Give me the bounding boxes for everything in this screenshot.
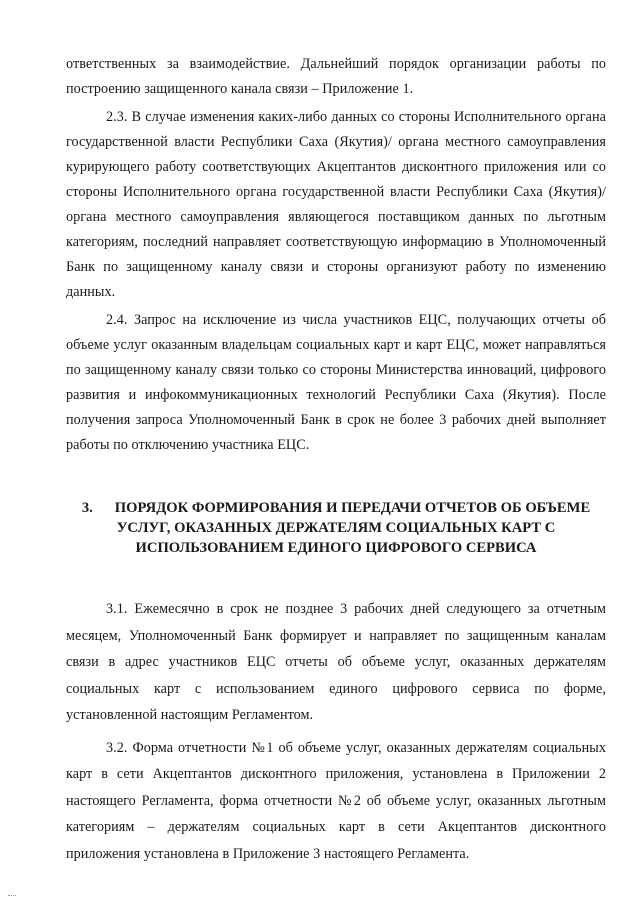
continuation-paragraph: ответственных за взаимодействие. Дальнейший порядок организации работы по построению защищенного канала связи – Приложение 1. [66,56,606,97]
section-3-number: 3. [81,500,93,516]
paragraph-3-1: 3.1. Ежемесячно в срок не позднее 3 рабочих дней следующего за отчетным месяцем, Уполномоченный Банк формирует и направляет по защищенным каналам связи в адрес участников ЕЦС отчеты об объеме услуг, оказанных держателям социальных карт с использованием единого цифрового сервиса по форме, установленной настоящим Регламентом. [66,601,606,723]
paragraph-3-2: 3.2. Форма отчетности №1 об объеме услуг, оказанных держателям социальных карт в сети Акцептантов дисконтного приложения, установлена в Приложении 2 настоящего Регламента, форма отчетности №2 об объеме услуг, оказанных льготным категориям – держателям социальных карт в сети Акцептантов дисконтного приложения установлена в Приложение 3 настоящего Регламента. [66,739,606,862]
scan-artifact [8,895,16,899]
paragraph-2-3: 2.3. В случае изменения каких-либо данных со стороны Исполнительного органа государственной власти Республики Саха (Якутия)/ органа местного самоуправления курирующего работу соответствующих Акцептантов дисконтного приложения или со стороны Исполнительного органа государственной власти Республики Саха (Якутия)/органа местного самоуправления являющегося поставщиком данных по льготным категориям, последний направляет соответствующую информацию в Уполномоченный Банк по защищенному каналу связи и стороны организуют работу по изменению данных. [66,109,606,300]
paragraph-2-4: 2.4. Запрос на исключение из числа участников ЕЦС, получающих отчеты об объеме услуг оказанным владельцам социальных карт и карт ЕЦС, может направляться по защищенному каналу связи только со стороны Министерства инноваций, цифрового развития и инфокоммуникационных технологий Республики Саха (Якутия). После получения запроса Уполномоченный Банк в срок не более 3 рабочих дней выполняет работы по отключению участника ЕЦС. [66,312,606,453]
section-3-heading [66,498,606,558]
section-3-title: ПОРЯДОК ФОРМИРОВАНИЯ И ПЕРЕДАЧИ ОТЧЕТОВ ОБ ОБЪЕМЕ УСЛУГ, ОКАЗАННЫХ ДЕРЖАТЕЛЯМ СОЦИАЛЬНЫХ КАРТ С ИСПОЛЬЗОВАНИЕМ ЕДИНОГО ЦИФРОВОГО СЕРВИСА [114,500,591,556]
